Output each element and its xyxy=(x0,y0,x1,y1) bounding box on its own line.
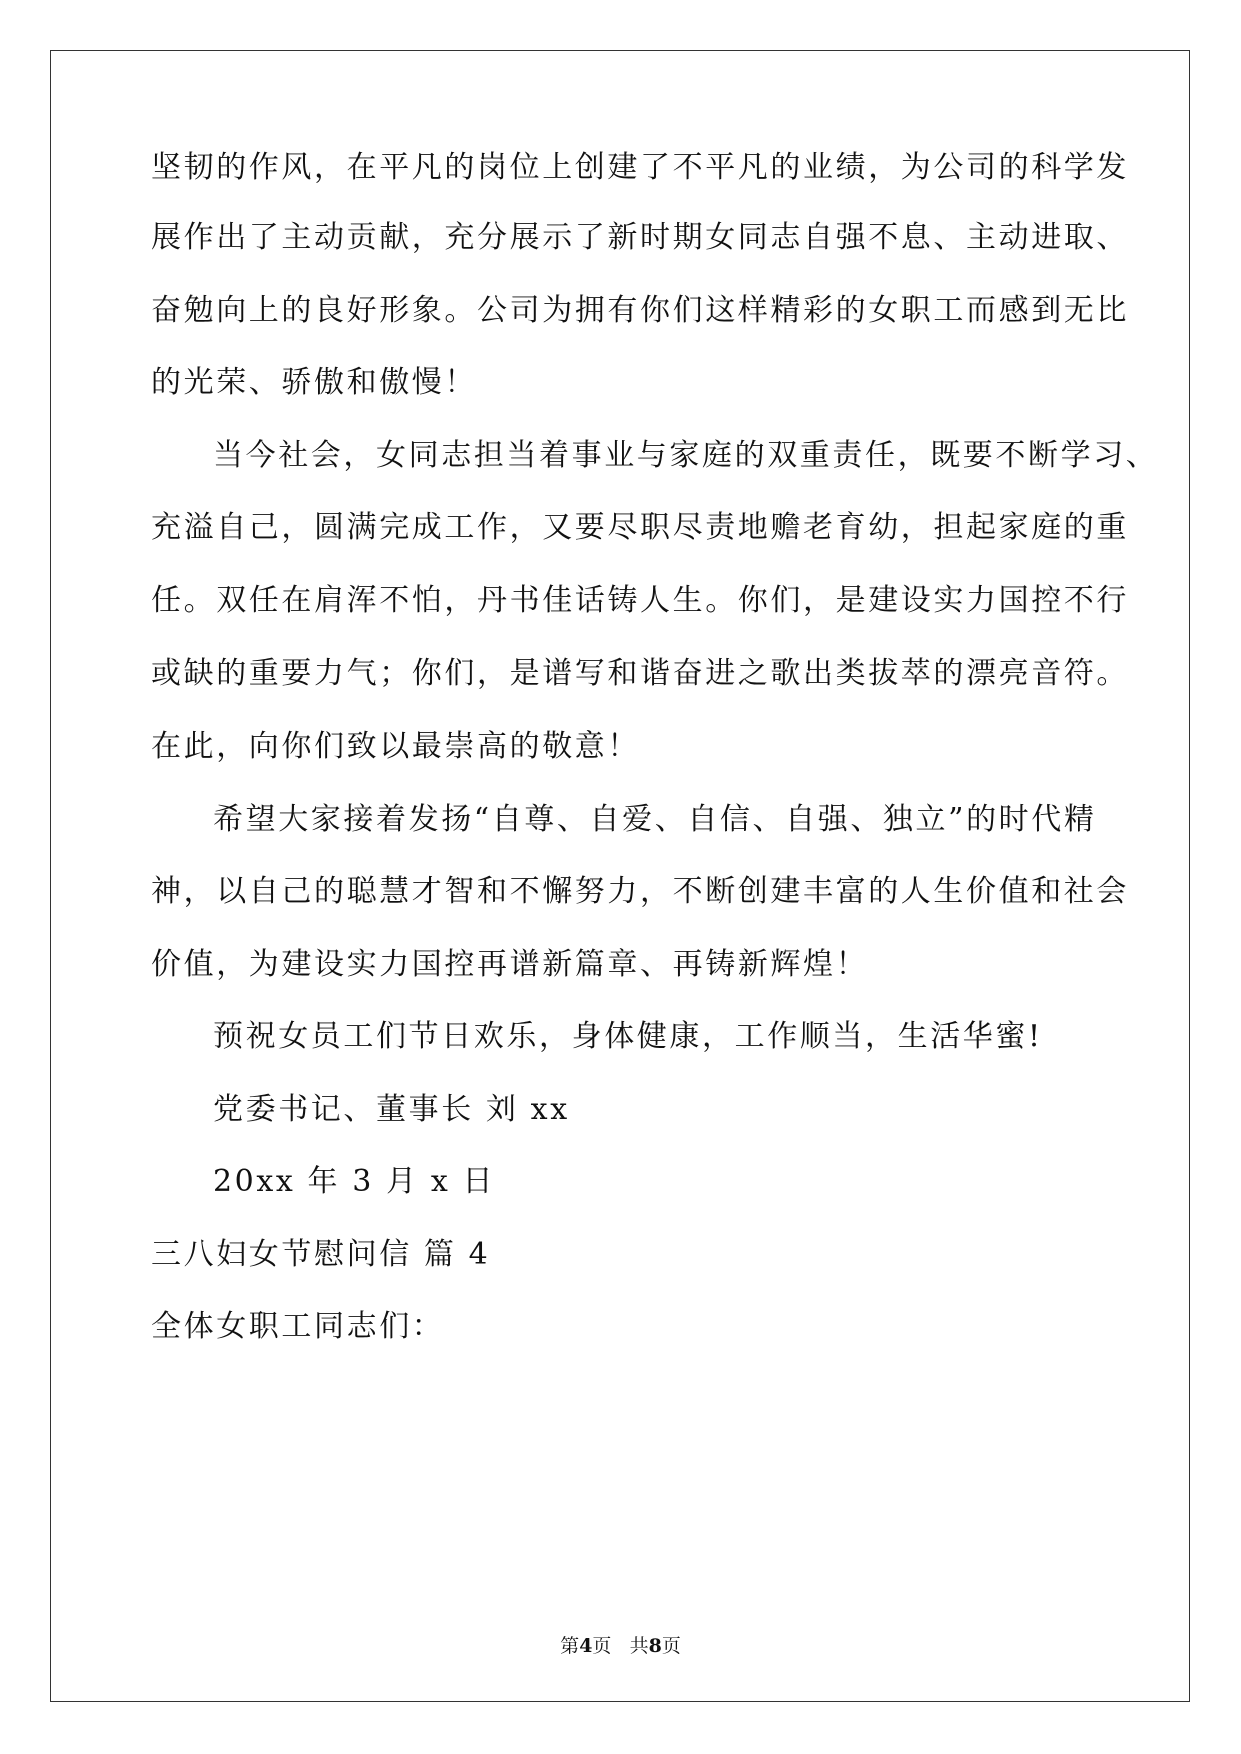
paragraph-3-line-3: 价值，为建设实力国控再谱新篇章、再铸新辉煌！ xyxy=(151,947,869,982)
paragraph-2-line-4: 或缺的重要力气；你们，是谱写和谐奋进之歌出类拔萃的漂亮音符。 xyxy=(151,656,1129,691)
paragraph-2-line-2: 充溢自己，圆满完成工作，又要尽职尽责地赡老育幼，担起家庭的重 xyxy=(151,510,1129,545)
paragraph-3-line-1: 希望大家接着发扬“自尊、自爱、自信、自强、独立”的时代精 xyxy=(213,802,1097,837)
paragraph-1-line-1: 坚韧的作风，在平凡的岗位上创建了不平凡的业绩，为公司的科学发 xyxy=(151,150,1129,185)
salutation-line: 全体女职工同志们： xyxy=(151,1309,445,1344)
paragraph-1-line-2: 展作出了主动贡献，充分展示了新时期女同志自强不息、主动进取、 xyxy=(151,220,1129,255)
paragraph-1-line-3: 奋勉向上的良好形象。公司为拥有你们这样精彩的女职工而感到无比 xyxy=(151,293,1129,328)
total-pages: 8 xyxy=(648,1635,662,1657)
date-line: 20xx 年 3 月 x 日 xyxy=(213,1164,496,1199)
page-footer xyxy=(0,1634,1241,1658)
page-label-prefix: 第 xyxy=(560,1635,580,1657)
total-label-prefix: 共 xyxy=(629,1635,649,1657)
wishes-line: 预祝女员工们节日欢乐，身体健康，工作顺当，生活华蜜! xyxy=(213,1019,1043,1054)
paragraph-2-line-5: 在此，向你们致以最崇高的敬意！ xyxy=(151,729,640,764)
paragraph-3-line-2: 神，以自己的聪慧才智和不懈努力，不断创建丰富的人生价值和社会 xyxy=(151,874,1129,909)
paragraph-1-line-4: 的光荣、骄傲和傲慢！ xyxy=(151,365,477,400)
page-label-suffix: 页 xyxy=(592,1635,612,1657)
paragraph-2-line-1: 当今社会，女同志担当着事业与家庭的双重责任，既要不断学习、 xyxy=(213,438,1159,473)
section-title: 三八妇女节慰问信 篇 4 xyxy=(151,1237,491,1272)
total-label-suffix: 页 xyxy=(661,1635,681,1657)
paragraph-2-line-3: 任。双任在肩浑不怕，丹书佳话铸人生。你们，是建设实力国控不行 xyxy=(151,583,1129,618)
page-number: 4 xyxy=(579,1635,593,1657)
signature-line: 党委书记、董事长 刘 xx xyxy=(213,1092,570,1127)
